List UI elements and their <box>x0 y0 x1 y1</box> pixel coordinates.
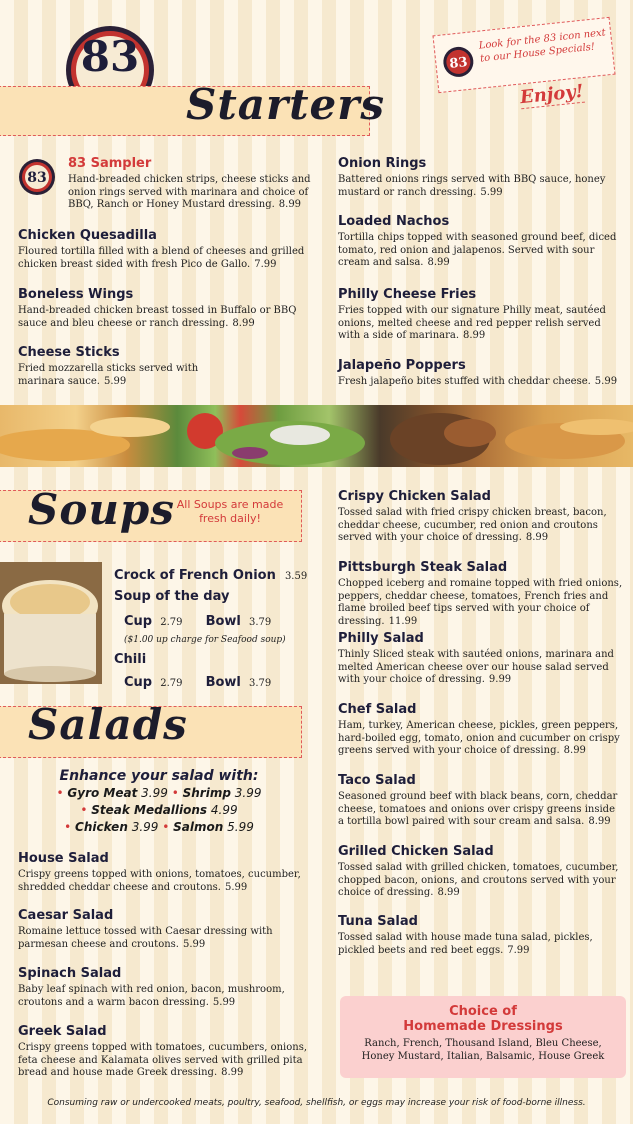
starter-desc: Tortilla chips topped with seasoned ground beef, diced tomato, red onion and jalapenos. Served with sour cream and salsa. 8.99 <box>338 232 617 268</box>
dressings-list: Ranch, French, Thousand Island, Bleu Cheese, <box>364 1038 602 1049</box>
soup-name: Chili <box>114 652 147 667</box>
salad-name: House Salad <box>18 851 109 866</box>
salad-item <box>338 773 623 829</box>
soup-sizes <box>124 610 314 630</box>
addon-name: Salmon <box>173 820 224 834</box>
starter-desc: Floured tortilla filled with a blend of cheeses and grilled chicken breast sided with fresh Pico de Gallo. 7.99 <box>18 246 305 270</box>
salads-title: Salads <box>28 700 188 749</box>
salad-item <box>18 908 313 951</box>
dressings-title-2: Homemade Dressings <box>403 1019 563 1034</box>
salad-name: Chef Salad <box>338 702 417 717</box>
enhance-title: Enhance your salad with: <box>59 768 259 784</box>
soups-title: Soups <box>28 485 175 534</box>
soups-note: All Soups are made fresh daily! <box>176 498 284 525</box>
salad-name: Philly Salad <box>338 631 424 646</box>
starter-name: 83 Sampler <box>68 156 152 171</box>
addon-name: Chicken <box>75 820 128 834</box>
starter-item <box>338 156 618 199</box>
enhance-line: • Steak Medallions 4.99 <box>80 803 238 817</box>
salad-desc: Crispy greens topped with tomatoes, cucumbers, onions, feta cheese and Kalamata olives served with grilled pita bread and house made Greek dressing. 8.99 <box>18 1042 308 1078</box>
salad-name: Crispy Chicken Salad <box>338 489 491 504</box>
salad-item <box>18 1024 313 1080</box>
salad-desc: Tossed salad with house made tuna salad, pickles, pickled beets and red beet eggs. 7.99 <box>338 932 593 956</box>
svg-text:83: 83 <box>27 170 47 186</box>
cup-label: Cup <box>124 614 153 629</box>
salad-name: Taco Salad <box>338 773 416 788</box>
salad-item <box>18 851 313 894</box>
starter-name: Loaded Nachos <box>338 214 450 229</box>
bowl-label: Bowl <box>205 675 241 690</box>
salad-item <box>338 914 613 957</box>
addon-price: 3.99 <box>141 786 168 800</box>
soup-note: ($1.00 up charge for Seafood soup) <box>124 634 286 645</box>
starters-title: Starters <box>186 80 385 129</box>
starter-name: Cheese Sticks <box>18 345 120 360</box>
salad-item <box>18 966 313 1009</box>
logo-number: 83 <box>80 32 140 81</box>
cup-label: Cup <box>124 675 153 690</box>
soup-item <box>114 589 314 646</box>
starter-item <box>18 345 238 388</box>
addon-price: 4.99 <box>210 803 238 817</box>
salad-desc: Ham, turkey, American cheese, pickles, green peppers, hard-boiled egg, tomato, onion and cucumber on crispy greens served with your choice of dressing. 8.99 <box>338 720 620 756</box>
starter-desc: Fried mozzarella sticks served with marinara sauce. 5.99 <box>18 363 199 387</box>
salad-item <box>338 702 623 758</box>
starter-item <box>18 228 318 271</box>
addon-price: 3.99 <box>131 820 159 834</box>
starter-item <box>18 287 318 330</box>
salad-item <box>338 560 628 628</box>
salad-desc: Tossed salad with fried crispy chicken breast, bacon, cheddar cheese, cucumber, red onion and croutons served with your choice of dressing. 8.99 <box>338 507 607 543</box>
soup-sizes <box>124 671 314 691</box>
enhance-line: • Gyro Meat 3.99 • Shrimp 3.99 <box>56 786 262 800</box>
salad-name: Grilled Chicken Salad <box>338 844 494 859</box>
salad-name: Caesar Salad <box>18 908 114 923</box>
soup-name: Soup of the day <box>114 589 230 604</box>
bowl-price: 3.79 <box>248 678 272 689</box>
addon-name: Steak Medallions <box>91 803 208 817</box>
addon-name: Shrimp <box>182 786 231 800</box>
starter-item <box>18 156 318 212</box>
bowl-price: 3.79 <box>248 617 272 628</box>
callout-text: Look for the 83 icon next to our House Specials! <box>478 27 607 65</box>
starter-name: Jalapeño Poppers <box>338 358 466 373</box>
starter-desc: Fresh jalapeño bites stuffed with cheddar cheese. 5.99 <box>338 376 618 387</box>
starter-item <box>338 287 618 343</box>
starter-desc: Hand-breaded chicken strips, cheese sticks and onion rings served with marinara and choice of BBQ, Ranch or Honey Mustard dressing. 8.99 <box>68 174 311 210</box>
starter-name: Philly Cheese Fries <box>338 287 477 302</box>
soup-price: 3.59 <box>284 571 308 582</box>
salad-item <box>338 489 623 545</box>
food-photo-strip <box>0 405 633 467</box>
addon-price: 5.99 <box>227 820 254 834</box>
salad-desc: Romaine lettuce tossed with Caesar dressing with parmesan cheese and croutons. 5.99 <box>18 926 273 950</box>
house-special-callout <box>432 17 615 93</box>
dressings-title-1: Choice of <box>449 1004 517 1019</box>
addon-price: 3.99 <box>234 786 262 800</box>
dressings-list: Honey Mustard, Italian, Balsamic, House Greek <box>361 1050 605 1062</box>
soup-name: Crock of French Onion <box>114 568 276 583</box>
salad-desc: Thinly Sliced steak with sautéed onions, marinara and melted American cheese over our house salad served with your choice of dressing. 9.99 <box>338 649 614 685</box>
soup-photo <box>0 562 102 684</box>
salad-desc: Baby leaf spinach with red onion, bacon, mushroom, croutons and a warm bacon dressing. 5.99 <box>18 984 285 1008</box>
starter-item <box>338 214 618 270</box>
starter-desc: Battered onions rings served with BBQ sauce, honey mustard or ranch dressing. 5.99 <box>338 174 606 198</box>
enhance-line: • Chicken 3.99 • Salmon 5.99 <box>64 820 254 834</box>
starter-name: Chicken Quesadilla <box>18 228 157 243</box>
salad-desc: Chopped iceberg and romaine topped with fried onions, peppers, cheddar cheese, tomatoes, French fries and flame broiled beef tips served with your choice of dressing. 11.99 <box>338 578 623 627</box>
bowl-label: Bowl <box>205 614 241 629</box>
salad-name: Tuna Salad <box>338 914 418 929</box>
soup-item <box>114 564 314 584</box>
dressings-box <box>340 996 626 1078</box>
enjoy-text: Enjoy! <box>519 80 585 109</box>
83-badge-icon <box>441 44 476 79</box>
svg-text:83: 83 <box>448 54 469 72</box>
cup-price: 2.79 <box>160 678 183 689</box>
food-photo-icon <box>0 405 633 467</box>
salad-name: Pittsburgh Steak Salad <box>338 560 508 575</box>
footer-disclaimer: Consuming raw or undercooked meats, poultry, seafood, shellfish, or eggs may increase your risk of food-borne illness. <box>47 1098 586 1108</box>
salad-desc: Tossed salad with grilled chicken, tomatoes, cucumber, chopped bacon, onions, and croutons served with your choice of dressing. 8.99 <box>338 862 619 898</box>
starter-name: Boneless Wings <box>18 287 134 302</box>
salad-name: Greek Salad <box>18 1024 107 1039</box>
starter-desc: Fries topped with our signature Philly meat, sautéed onions, melted cheese and red pepper relish served with a side of marinara. 8.99 <box>338 305 606 341</box>
salad-desc: Crispy greens topped with onions, tomatoes, cucumber, shredded cheddar cheese and croutons. 5.99 <box>18 869 301 893</box>
starter-desc: Hand-breaded chicken breast tossed in Buffalo or BBQ sauce and bleu cheese or ranch dressing. 8.99 <box>18 305 297 329</box>
salad-item <box>338 844 623 900</box>
addon-name: Gyro Meat <box>67 786 138 800</box>
cup-price: 2.79 <box>160 617 183 628</box>
starter-name: Onion Rings <box>338 156 427 171</box>
soup-crock-icon <box>0 562 102 684</box>
salad-desc: Seasoned ground beef with black beans, corn, cheddar cheese, tomatoes and onions over crispy greens inside a tortilla bowl paired with sour cream and salsa. 8.99 <box>338 791 618 827</box>
salad-item <box>338 631 623 687</box>
starter-item <box>338 358 628 389</box>
salad-name: Spinach Salad <box>18 966 122 981</box>
enhance-block <box>0 768 318 836</box>
soup-item <box>114 652 314 691</box>
